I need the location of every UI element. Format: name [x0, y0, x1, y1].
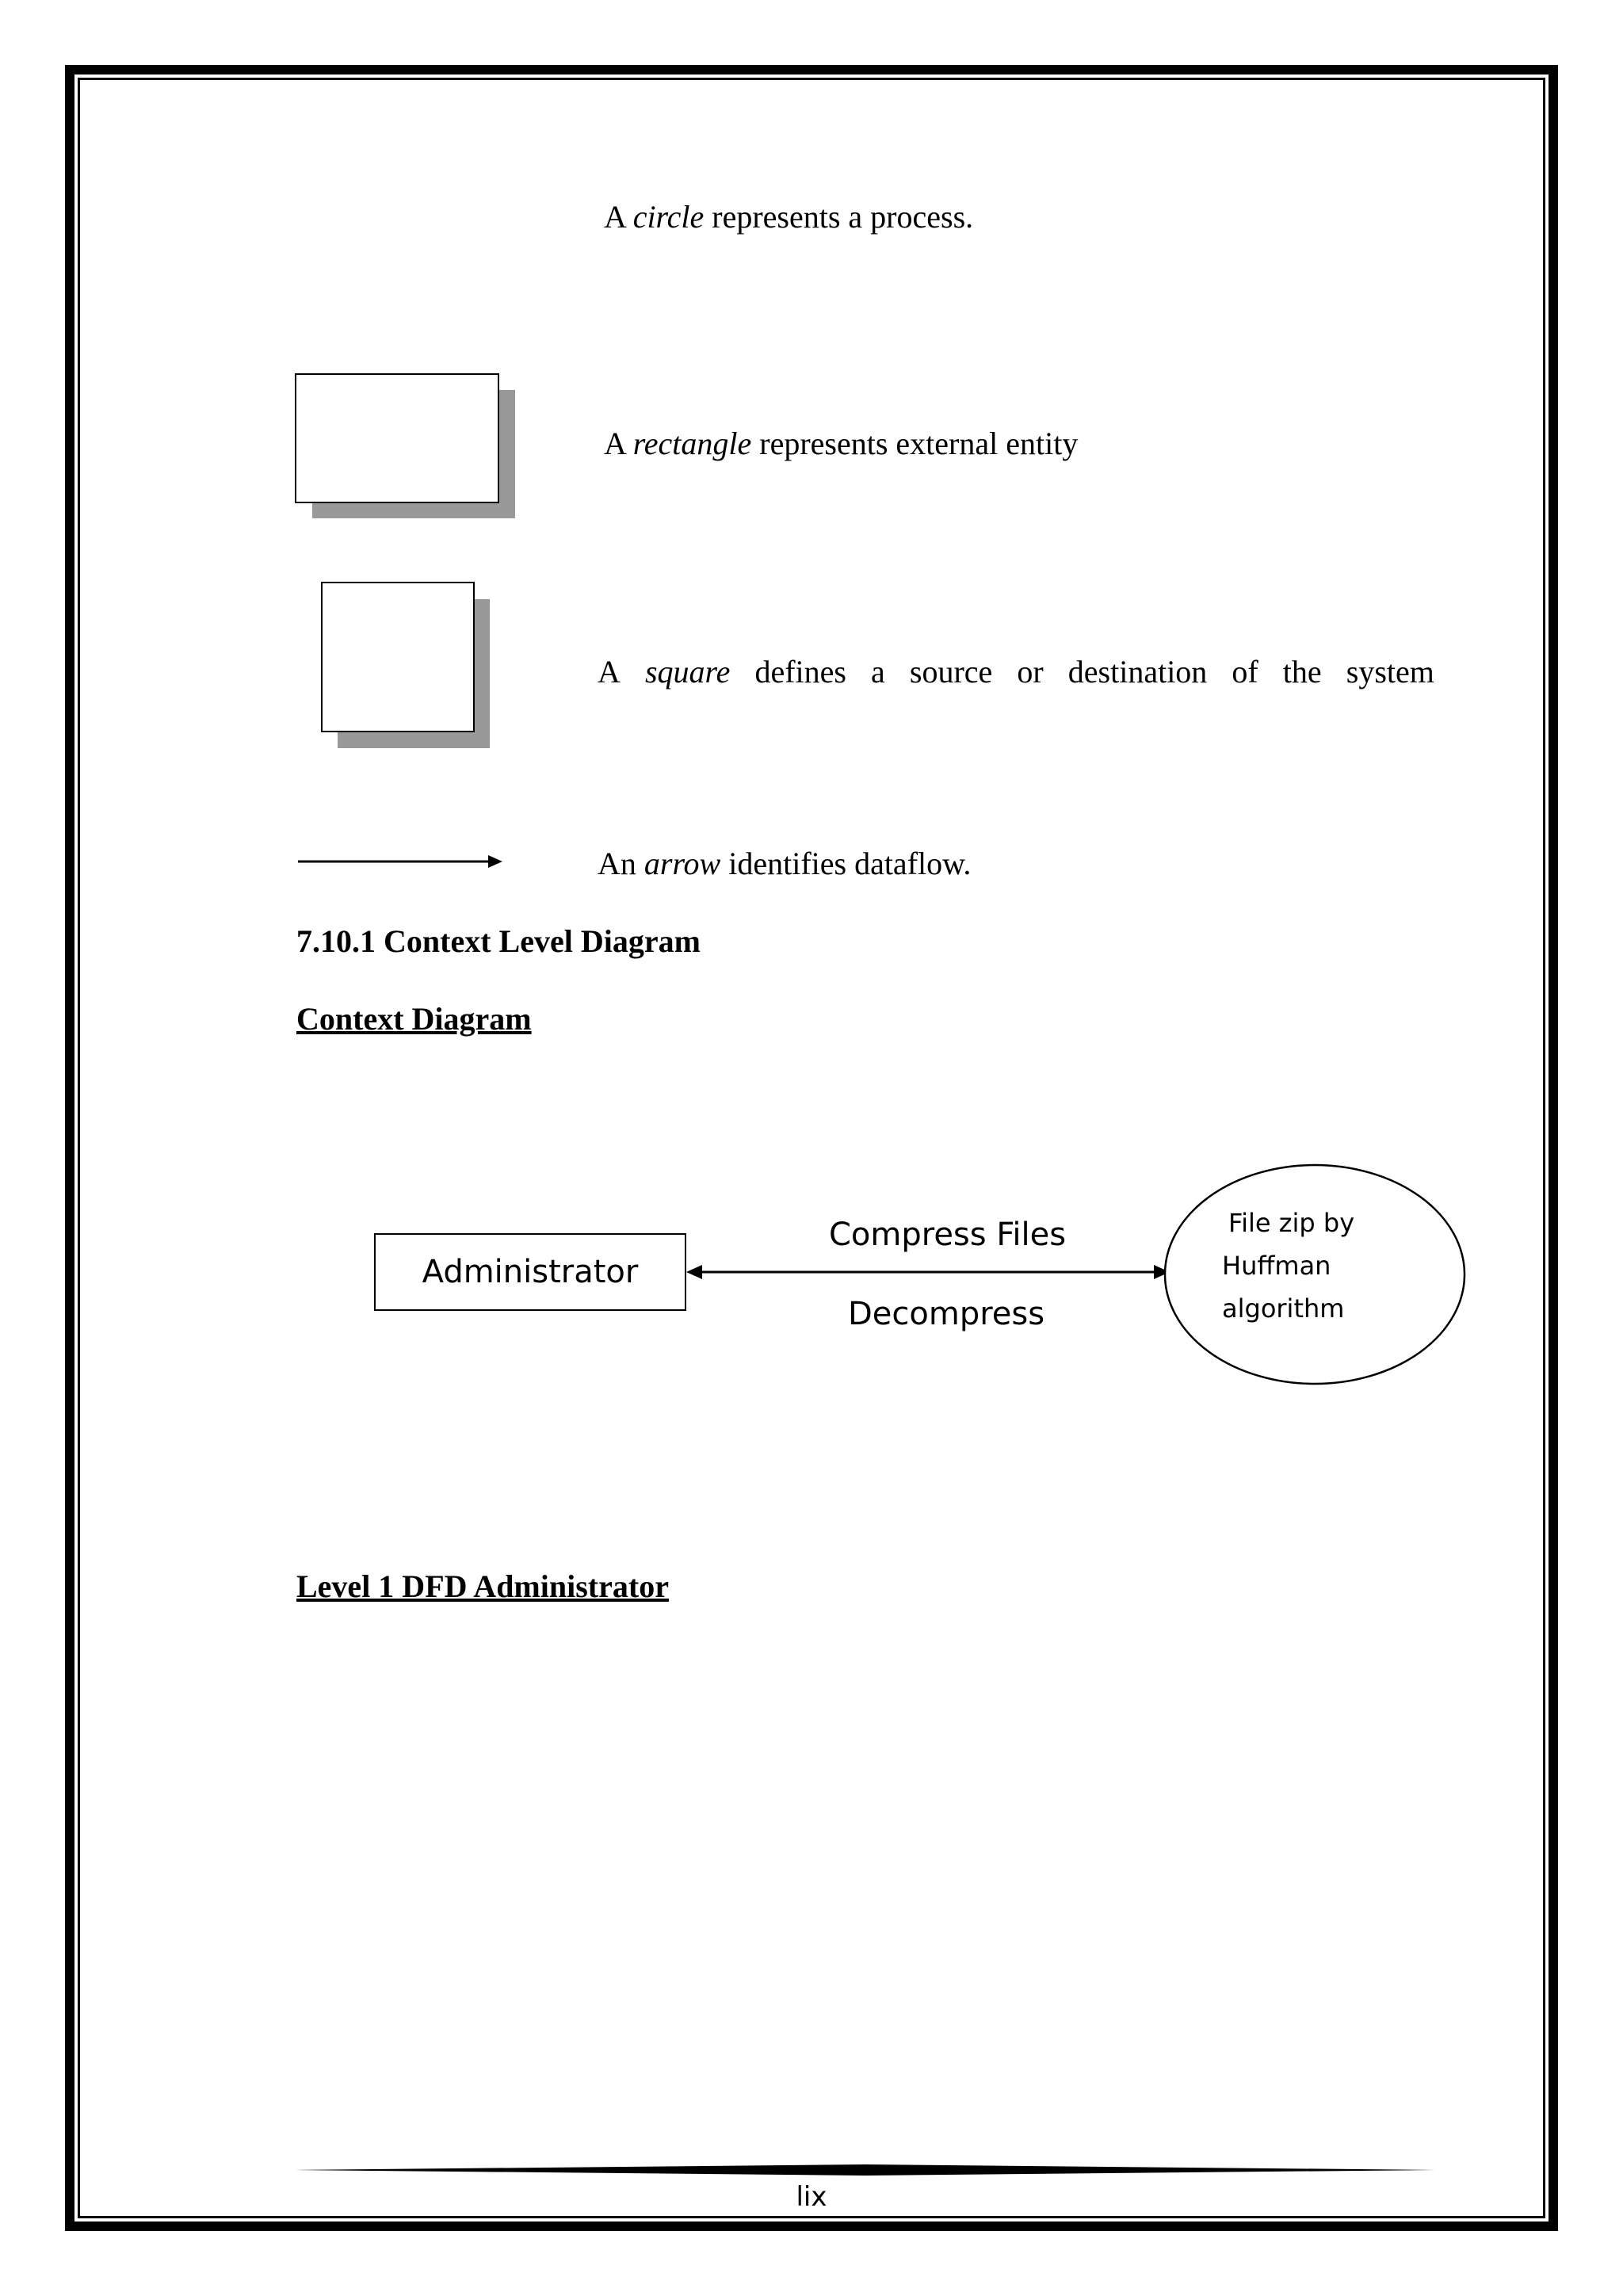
legend-square-text: A square defines a source or destination of the system: [598, 654, 1434, 690]
square-symbol: [321, 582, 475, 732]
arrow-symbol: [295, 850, 509, 873]
page-number: lix: [796, 2181, 827, 2213]
legend-arrow-text: An arrow identifies dataflow.: [598, 846, 972, 881]
flow-label-decompress: Decompress: [848, 1296, 1045, 1332]
process-label-line-2: Huffman: [1222, 1251, 1331, 1281]
section-heading: 7.10.1 Context Level Diagram: [296, 923, 701, 959]
dataflow-arrow: [685, 1260, 1171, 1284]
footer-divider: [295, 2162, 1436, 2178]
legend-rectangle-text: A rectangle represents external entity: [604, 426, 1079, 461]
context-diagram-heading: Context Diagram: [296, 1001, 532, 1037]
rectangle-symbol: [295, 373, 499, 503]
legend-circle-text: A circle represents a process.: [604, 199, 974, 235]
process-label-line-3: algorithm: [1222, 1293, 1345, 1324]
flow-label-compress: Compress Files: [829, 1217, 1067, 1253]
process-label-line-1: File zip by: [1228, 1208, 1355, 1238]
level1-heading: Level 1 DFD Administrator: [296, 1568, 669, 1604]
external-entity-label: Administrator: [422, 1254, 639, 1290]
external-entity-administrator: [374, 1233, 686, 1311]
